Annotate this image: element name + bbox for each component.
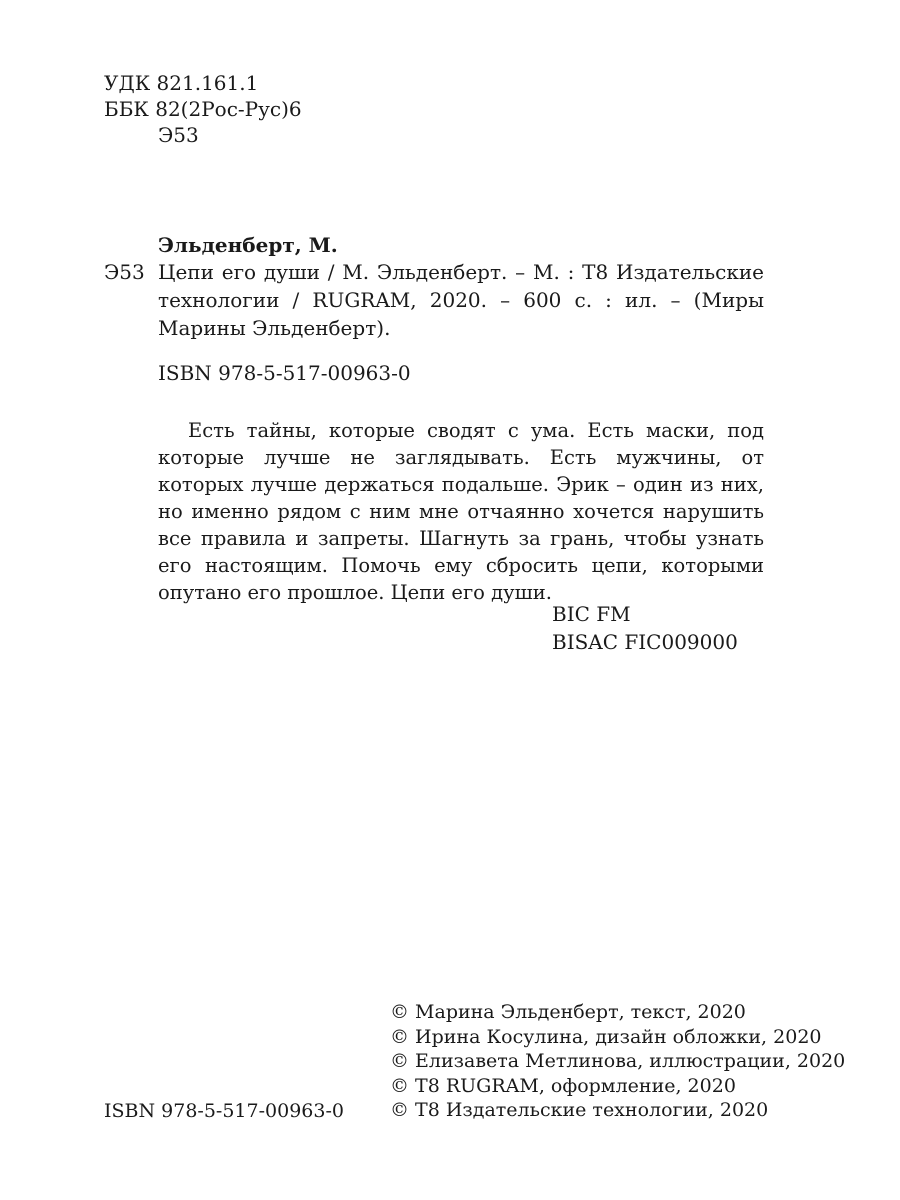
- footer-isbn: ISBN 978-5-517-00963-0: [104, 1100, 344, 1122]
- subject-codes: [552, 600, 738, 656]
- copyright-block: [390, 1000, 845, 1123]
- bibliographic-entry: [104, 232, 764, 386]
- copyright-line: © Марина Эльденберт, текст, 2020: [390, 1001, 746, 1023]
- entry-isbn: ISBN 978-5-517-00963-0: [158, 361, 411, 385]
- classification-block: [104, 70, 302, 148]
- entry-description: Цепи его души / М. Эльденберт. – М. : Т8 Издательские технологии / RUGRAM, 2020. – 600 с. : ил. – (Миры Марины Эльденберт).: [158, 260, 764, 340]
- entry-author: Эльденберт, М.: [158, 233, 338, 257]
- copyright-line: © Т8 RUGRAM, оформление, 2020: [390, 1074, 736, 1097]
- copyright-line: © Ирина Косулина, дизайн обложки, 2020: [390, 1025, 822, 1048]
- book-annotation: Есть тайны, которые сводят с ума. Есть маски, под которые лучше не заглядывать. Есть мужчины, от которых лучше держаться подальше. Эрик – один из них, но именно рядом с ним мне отчаянно хочется нарушить все правила и запреты. Шагнуть за грань, чтобы узнать его настоящим. Помочь ему сбросить цепи, которыми опутано его прошлое. Цепи его души.: [158, 419, 764, 604]
- entry-author-sign: Э53: [104, 260, 145, 284]
- udk-code: УДК 821.161.1: [104, 71, 259, 95]
- author-sign: Э53: [158, 123, 199, 147]
- copyright-line: © Т8 Издательские технологии, 2020: [390, 1099, 769, 1121]
- bbk-code: ББК 82(2Рос-Рус)6: [104, 97, 302, 121]
- copyright-line: © Елизавета Метлинова, иллюстрации, 2020: [390, 1050, 846, 1072]
- entry-row: [104, 258, 764, 342]
- bisac-code: BISAC FIC009000: [552, 630, 738, 654]
- bic-code: BIC FM: [552, 602, 631, 626]
